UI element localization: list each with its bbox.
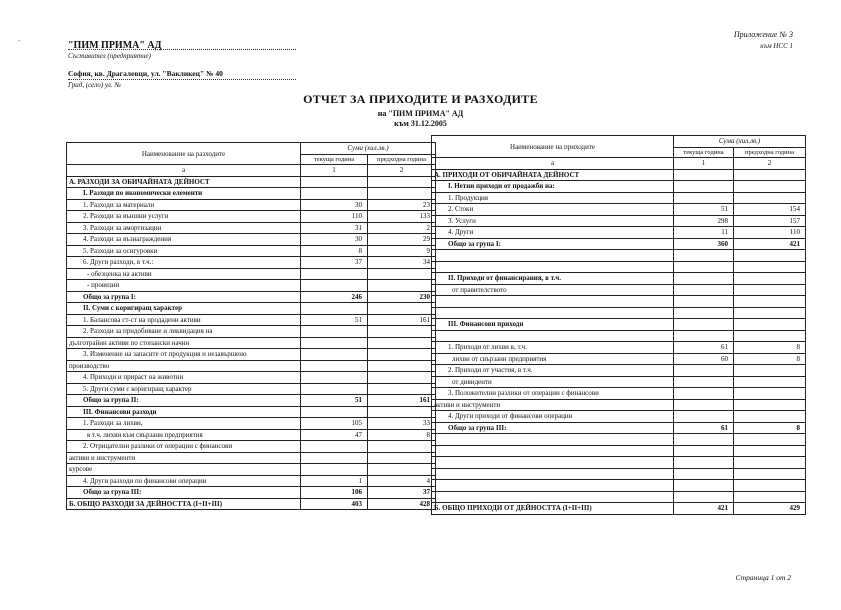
expenses-col-name: Наименование на разходите (67, 143, 301, 165)
expense-row (67, 176, 436, 188)
expense-row-current: 47 (301, 429, 368, 441)
expense-row-label: Б. ОБЩО РАЗХОДИ ЗА ДЕЙНОСТТА (I+II+III) (67, 498, 301, 510)
company-underline (68, 49, 296, 50)
income-row-current (674, 284, 734, 296)
income-row (432, 261, 806, 273)
expense-row-current: 1 (301, 475, 368, 487)
expense-row-label: курсове (67, 464, 301, 476)
expense-row-previous (368, 383, 436, 395)
expense-row (67, 429, 436, 441)
expense-row (67, 280, 436, 292)
income-row-label: Общо за група III: (432, 422, 674, 434)
expense-row-previous (368, 337, 436, 349)
income-row-previous (734, 491, 806, 503)
expense-row-previous (368, 452, 436, 464)
expenses-rows (67, 176, 436, 510)
income-row-previous: 8 (734, 353, 806, 365)
income-row (432, 204, 806, 216)
income-row-previous: 8 (734, 422, 806, 434)
income-row (432, 399, 806, 411)
expense-row-label: в т.ч. лихви към свързани предприятия (67, 429, 301, 441)
expense-row-label: II. Суми с коригиращ характер (67, 303, 301, 315)
income-row-current (674, 457, 734, 469)
income-table (431, 135, 806, 515)
expense-row-current: 105 (301, 418, 368, 430)
expense-row-label: производство (67, 360, 301, 372)
income-row-current (674, 181, 734, 193)
income-row (432, 503, 806, 515)
expense-row-label: А. РАЗХОДИ ЗА ОБИЧАЙНАТА ДЕЙНОСТ (67, 176, 301, 188)
income-index-2: 2 (734, 158, 806, 170)
income-row (432, 250, 806, 262)
expense-row (67, 418, 436, 430)
income-row-previous (734, 434, 806, 446)
income-row-current (674, 307, 734, 319)
expense-row-previous (368, 441, 436, 453)
scan-mark: - (18, 36, 21, 45)
income-row-label: активи и инструменти (432, 399, 674, 411)
income-row-previous (734, 468, 806, 480)
income-rows (432, 169, 806, 514)
expense-row-previous (368, 406, 436, 418)
expense-row-label: 3. Изменение на запасите от продукция и незавършено (67, 349, 301, 361)
income-row (432, 330, 806, 342)
expense-row-label: 3. Разходи за амортизации (67, 222, 301, 234)
expense-row-previous (368, 326, 436, 338)
income-col-name: Наименование на приходите (432, 136, 674, 158)
expense-row-previous: 161 (368, 395, 436, 407)
income-row-previous (734, 457, 806, 469)
expense-row-label: 1. Балансова ст-ст на продадени активи (67, 314, 301, 326)
expense-row-current (301, 360, 368, 372)
income-row (432, 480, 806, 492)
expenses-col-sum: Сума (хил.лв.) (301, 143, 436, 155)
income-row-label (432, 307, 674, 319)
income-row-current (674, 296, 734, 308)
income-row-label (432, 434, 674, 446)
expense-row-label: Общо за група II: (67, 395, 301, 407)
income-row (432, 319, 806, 331)
expense-row-label: Общо за група III: (67, 487, 301, 499)
expense-row (67, 406, 436, 418)
income-row-label: Б. ОБЩО ПРИХОДИ ОТ ДЕЙНОСТТА (I+II+III) (432, 503, 674, 515)
expenses-table (66, 142, 436, 510)
expense-row-current: 51 (301, 314, 368, 326)
income-row (432, 273, 806, 285)
income-row-previous (734, 192, 806, 204)
income-row-label: 1. Продукция (432, 192, 674, 204)
expense-row (67, 475, 436, 487)
expense-row-current (301, 406, 368, 418)
expense-row (67, 498, 436, 510)
income-row-label (432, 480, 674, 492)
income-row-previous (734, 261, 806, 273)
expense-row-label: - обезценка на активи (67, 268, 301, 280)
expense-row (67, 188, 436, 200)
income-row (432, 342, 806, 354)
expense-row-current (301, 452, 368, 464)
expense-row-label: 1. Разходи за лихви, (67, 418, 301, 430)
income-index-1: 1 (674, 158, 734, 170)
income-row-previous: 429 (734, 503, 806, 515)
expense-row-label: 2. Разходи за придобиване и ликвидация на (67, 326, 301, 338)
income-row-current (674, 376, 734, 388)
expense-row (67, 464, 436, 476)
expense-row-current (301, 176, 368, 188)
expense-row-current (301, 464, 368, 476)
income-row-previous: 110 (734, 227, 806, 239)
income-row-current: 11 (674, 227, 734, 239)
income-row (432, 215, 806, 227)
income-row-label: I. Нетни приходи от продажби на: (432, 181, 674, 193)
income-row-previous (734, 169, 806, 181)
income-row-current: 60 (674, 353, 734, 365)
expense-row-previous: 29 (368, 234, 436, 246)
expense-row-previous (368, 464, 436, 476)
income-row-label (432, 261, 674, 273)
expense-row (67, 245, 436, 257)
income-row-label: 2. Стоки (432, 204, 674, 216)
income-row-current: 61 (674, 342, 734, 354)
income-row-current: 360 (674, 238, 734, 250)
income-row (432, 238, 806, 250)
income-row-previous (734, 388, 806, 400)
expense-row-label: 4. Разходи за възнаграждения (67, 234, 301, 246)
expense-row-current: 246 (301, 291, 368, 303)
expense-row-label: 5. Други суми с коригиращ характер (67, 383, 301, 395)
income-row (432, 307, 806, 319)
expense-row (67, 372, 436, 384)
income-row-label: лихви от свързани предприятия (432, 353, 674, 365)
income-row-previous (734, 376, 806, 388)
annex-label: Приложение № 3 (733, 30, 793, 39)
income-row (432, 284, 806, 296)
income-row (432, 376, 806, 388)
income-row-current: 51 (674, 204, 734, 216)
expenses-index-1: 1 (301, 165, 368, 177)
expense-row (67, 222, 436, 234)
income-row-previous (734, 365, 806, 377)
income-row-label: 2. Приходи от участия, в т.ч. (432, 365, 674, 377)
expense-row-label: I. Разходи по икономически елементи (67, 188, 301, 200)
expense-row-current (301, 383, 368, 395)
expense-row (67, 383, 436, 395)
income-row-label: Общо за група I: (432, 238, 674, 250)
income-col-sum: Сума (хил.лв.) (674, 136, 806, 148)
income-row-label: А. ПРИХОДИ ОТ ОБИЧАЙНАТА ДЕЙНОСТ (432, 169, 674, 181)
income-row-label (432, 250, 674, 262)
annex-standard: към НСС 1 (760, 42, 793, 50)
expense-row (67, 211, 436, 223)
expense-row-label: 1. Разходи за материали (67, 199, 301, 211)
income-row-current (674, 388, 734, 400)
income-row-label: от правителството (432, 284, 674, 296)
expense-row-label: 4. Приходи и прираст на животни (67, 372, 301, 384)
income-row-current (674, 273, 734, 285)
income-row-current (674, 330, 734, 342)
expense-row-previous: 2 (368, 222, 436, 234)
expense-row-previous (368, 303, 436, 315)
expense-row-previous: 161 (368, 314, 436, 326)
income-col-previous: предходна година (734, 147, 806, 158)
income-row-label: 3. Услуги (432, 215, 674, 227)
expense-row-previous (368, 268, 436, 280)
expense-row-previous (368, 188, 436, 200)
expense-row (67, 360, 436, 372)
income-row-previous (734, 330, 806, 342)
income-row-label: 4. Други (432, 227, 674, 239)
expense-row-current (301, 326, 368, 338)
income-row (432, 422, 806, 434)
income-row (432, 365, 806, 377)
income-row-previous: 157 (734, 215, 806, 227)
report-subtitle-date: към 31.12.2005 (394, 119, 447, 128)
page-number: Страница 1 от 2 (735, 573, 791, 582)
expense-row (67, 314, 436, 326)
income-row-label (432, 445, 674, 457)
report-title: ОТЧЕТ ЗА ПРИХОДИТЕ И РАЗХОДИТЕ (303, 92, 538, 106)
expense-row-current: 31 (301, 222, 368, 234)
expense-row-label: 2. Разходи за външни услуги (67, 211, 301, 223)
expense-row-label: 5. Разходи за осигуровки (67, 245, 301, 257)
income-row-label: III. Финансови приходи (432, 319, 674, 331)
income-row-previous (734, 319, 806, 331)
expense-row (67, 326, 436, 338)
income-row-current: 298 (674, 215, 734, 227)
expense-row-current: 51 (301, 395, 368, 407)
income-row-current (674, 192, 734, 204)
income-col-current: текуща година (674, 147, 734, 158)
income-row (432, 388, 806, 400)
company-caption: Съставител (предприятие) (68, 52, 151, 60)
income-row-label (432, 468, 674, 480)
income-row (432, 457, 806, 469)
expense-row-previous: 4 (368, 475, 436, 487)
income-row (432, 296, 806, 308)
expense-row-previous: 37 (368, 487, 436, 499)
expense-row (67, 487, 436, 499)
expense-row (67, 257, 436, 269)
expense-row-current (301, 372, 368, 384)
expense-row-current: 8 (301, 245, 368, 257)
expense-row (67, 268, 436, 280)
income-row (432, 227, 806, 239)
income-row-current: 61 (674, 422, 734, 434)
expense-row (67, 303, 436, 315)
company-name: "ПИМ ПРИМА" АД (68, 40, 162, 51)
income-row-current (674, 319, 734, 331)
income-row-previous (734, 399, 806, 411)
expense-row (67, 199, 436, 211)
income-row-previous (734, 445, 806, 457)
income-row-current (674, 480, 734, 492)
expense-row-previous: 23 (368, 199, 436, 211)
expense-row-previous (368, 360, 436, 372)
expense-row (67, 452, 436, 464)
expense-row-previous (368, 176, 436, 188)
expense-row-current (301, 441, 368, 453)
expense-row-previous: 428 (368, 498, 436, 510)
expenses-index-2: 2 (368, 165, 436, 177)
expense-row-current (301, 337, 368, 349)
expense-row (67, 349, 436, 361)
income-row-current (674, 468, 734, 480)
income-row-label: 4. Други приходи от финансови операции (432, 411, 674, 423)
income-row (432, 169, 806, 181)
income-row (432, 192, 806, 204)
income-row-previous (734, 307, 806, 319)
income-row-label: 1. Приходи от лихви в, т.ч. (432, 342, 674, 354)
expense-row-current (301, 280, 368, 292)
expense-row-current (301, 188, 368, 200)
address-caption: Град, (село) ул. № (68, 81, 121, 89)
expense-row-label: Общо за група I: (67, 291, 301, 303)
income-row-label (432, 491, 674, 503)
expense-row-previous: 34 (368, 257, 436, 269)
expense-row-current: 110 (301, 211, 368, 223)
income-row-current (674, 411, 734, 423)
income-row-previous (734, 284, 806, 296)
income-row (432, 468, 806, 480)
expense-row-label: 2. Отрицателни разлики от операции с финансови (67, 441, 301, 453)
income-row-previous: 8 (734, 342, 806, 354)
expense-row (67, 337, 436, 349)
income-row-previous: 421 (734, 238, 806, 250)
expense-row-previous: 33 (368, 418, 436, 430)
income-row (432, 445, 806, 457)
expense-row-previous (368, 372, 436, 384)
expense-row-label: 6. Други разходи, в т.ч.: (67, 257, 301, 269)
income-row (432, 411, 806, 423)
income-row-current (674, 434, 734, 446)
income-row-current (674, 261, 734, 273)
income-row-previous (734, 480, 806, 492)
income-row-current (674, 365, 734, 377)
income-row-current (674, 399, 734, 411)
income-row-previous (734, 296, 806, 308)
address-underline (68, 79, 296, 80)
expense-row-label: III. Финансови разходи (67, 406, 301, 418)
expense-row-current: 106 (301, 487, 368, 499)
expense-row-current: 37 (301, 257, 368, 269)
income-row-previous (734, 411, 806, 423)
income-row-previous (734, 273, 806, 285)
expense-row-label: дълготрайни активи по стопански начин (67, 337, 301, 349)
income-row-label (432, 296, 674, 308)
expenses-index-a: а (67, 165, 301, 177)
expense-row-previous: 230 (368, 291, 436, 303)
income-row-previous (734, 250, 806, 262)
company-address: София, кв. Драгалевци, ул. "Вакликец" № 40 (68, 69, 223, 78)
expense-row-label: 4. Други разходи по финансови операции (67, 475, 301, 487)
income-row-label (432, 457, 674, 469)
income-row (432, 353, 806, 365)
expense-row-previous: 133 (368, 211, 436, 223)
income-row-previous (734, 181, 806, 193)
expense-row (67, 291, 436, 303)
income-index-a: а (432, 158, 674, 170)
expense-row (67, 441, 436, 453)
income-row-label (432, 330, 674, 342)
expense-row-previous: 8 (368, 429, 436, 441)
income-row-label: II. Приходи от финансирания, в т.ч. (432, 273, 674, 285)
expense-row-current (301, 268, 368, 280)
income-row-label: от дивиденти (432, 376, 674, 388)
expenses-col-current: текуща година (301, 154, 368, 165)
income-row-current (674, 169, 734, 181)
expense-row-current (301, 349, 368, 361)
income-row-label: 3. Положителни разлики от операции с финансови (432, 388, 674, 400)
income-row-previous: 154 (734, 204, 806, 216)
expense-row-current: 30 (301, 199, 368, 211)
expenses-col-previous: предходна година (368, 154, 436, 165)
report-subtitle-company: на "ПИМ ПРИМА" АД (377, 109, 464, 118)
expense-row-label: - провизии (67, 280, 301, 292)
expense-row-previous (368, 280, 436, 292)
income-row-current (674, 445, 734, 457)
income-row-current (674, 250, 734, 262)
income-row-current: 421 (674, 503, 734, 515)
expense-row-current (301, 303, 368, 315)
expense-row (67, 395, 436, 407)
income-row-current (674, 491, 734, 503)
income-row (432, 491, 806, 503)
expense-row-label: активи и инструменти (67, 452, 301, 464)
expense-row (67, 234, 436, 246)
expense-row-previous: 9 (368, 245, 436, 257)
expense-row-previous (368, 349, 436, 361)
expense-row-current: 30 (301, 234, 368, 246)
expense-row-current: 403 (301, 498, 368, 510)
income-row (432, 181, 806, 193)
income-row (432, 434, 806, 446)
